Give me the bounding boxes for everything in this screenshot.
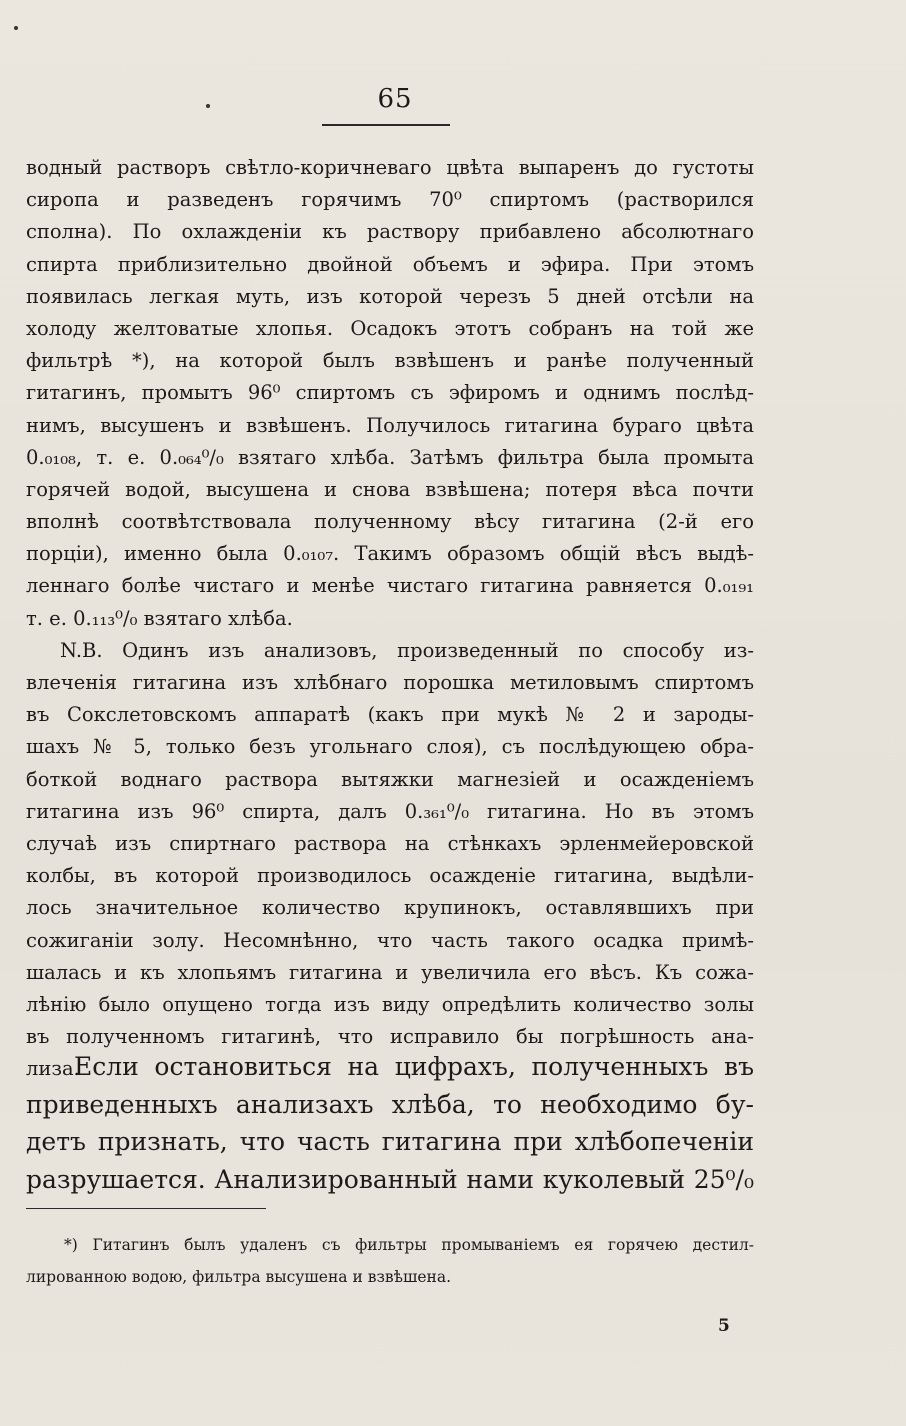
text-line: т. е. 0.₁₁₃⁰/₀ взятаго хлѣба. [26,606,293,630]
text-line: гитагинъ, промытъ 96⁰ спиртомъ съ эфиромъ и однимъ послѣд- [26,381,754,405]
text-line: появилась легкая муть, изъ которой черезъ 5 дней отсѣли на [26,284,754,308]
text-line: леннаго болѣе чистаго и менѣе чистаго гитагина равняется 0.₀₁₉₁ [26,574,754,598]
text-line: шалась и къ хлопьямъ гитагина и увеличила его вѣсъ. Къ сожа- [26,960,754,984]
text-line: приведенныхъ анализахъ хлѣба, то необходимо бу- [26,1089,754,1119]
text-line: лѣнію было опущено тогда изъ виду опредѣлить количество золы [26,992,754,1016]
text-line: въ полученномъ гитагинѣ, что исправило бы погрѣшность ана- [26,1025,754,1049]
text-line: шахъ № 5, только безъ угольнаго слоя), съ послѣдующею обра- [26,735,754,759]
footnote [26,1232,754,1296]
header-rule [322,124,450,126]
footnote-rule [26,1208,266,1209]
text-line: детъ признать, что часть гитагина при хлѣбопеченіи [26,1127,754,1156]
text-line: 0.₀₁₀₈, т. е. 0.₀₆₄⁰/₀ взятаго хлѣба. Затѣмъ фильтра была промыта [26,445,754,469]
text-line: фильтрѣ *), на которой былъ взвѣшенъ и ранѣе полученный [26,349,754,373]
text-line: разрушается. Анализированный нами куколевый 25⁰/₀ [26,1164,754,1194]
page-number: 65 [377,84,413,114]
text-line: боткой воднаго раствора вытяжки магнезіей и осажденіемъ [26,767,754,791]
text-line: случаѣ изъ спиртнаго раствора на стѣнкахъ эрленмейеровской [26,831,754,855]
text-line: колбы, въ которой производилось осажденіе гитагина, выдѣли- [26,864,754,888]
text-line: горячей водой, высушена и снова взвѣшена; потеря вѣса почти [26,477,754,501]
text-line: лиза. [26,1057,80,1081]
text-line: холоду желтоватые хлопья. Осадокъ этотъ собранъ на той же [26,316,754,340]
main-text-large [26,1048,754,1198]
text-line: порціи), именно была 0.₀₁₀₇. Такимъ образомъ общій вѣсъ выдѣ- [26,542,754,566]
footnote-line: *) Гитагинъ былъ удаленъ съ фильтры промываніемъ ея горячею дестил- [64,1236,754,1254]
text-line: водный растворъ свѣтло-коричневаго цвѣта выпаренъ до густоты [26,156,754,179]
text-line: влеченія гитагина изъ хлѣбнаго порошка метиловымъ спиртомъ [26,671,754,694]
header-dot [206,104,210,108]
main-text [26,152,754,1085]
nb-paragraph-start: N.B. Одинъ изъ анализовъ, произведенный по способу из- [60,638,754,662]
text-line: сожиганіи золу. Несомнѣнно, что часть такого осадка примѣ- [26,928,754,952]
text-line: въ Сокслетовскомъ аппаратѣ (какъ при мукѣ № 2 и зароды- [26,703,754,727]
text-line: лось значительное количество крупинокъ, оставлявшихъ при [26,896,754,920]
text-line: гитагина изъ 96⁰ спирта, далъ 0.₃₆₁⁰/₀ гитагина. Но въ этомъ [26,799,754,823]
paragraph-start: Если остановиться на цифрахъ, полученныхъ въ [74,1052,754,1081]
text-line: спирта приблизительно двойной объемъ и эфира. При этомъ [26,252,754,276]
text-line: вполнѣ соотвѣтствовала полученному вѣсу гитагина (2-й его [26,510,754,534]
signature-mark: 5 [718,1316,730,1336]
text-line: сполна). По охлажденіи къ раствору прибавлено абсолютнаго [26,220,754,244]
text-line: нимъ, высушенъ и взвѣшенъ. Получилось гитагина бураго цвѣта [26,413,754,437]
footnote-line: лированною водою, фильтра высушена и взвѣшена. [26,1268,452,1287]
speck-mark [14,26,18,30]
text-line: сиропа и разведенъ горячимъ 70⁰ спиртомъ (растворился [26,188,754,212]
